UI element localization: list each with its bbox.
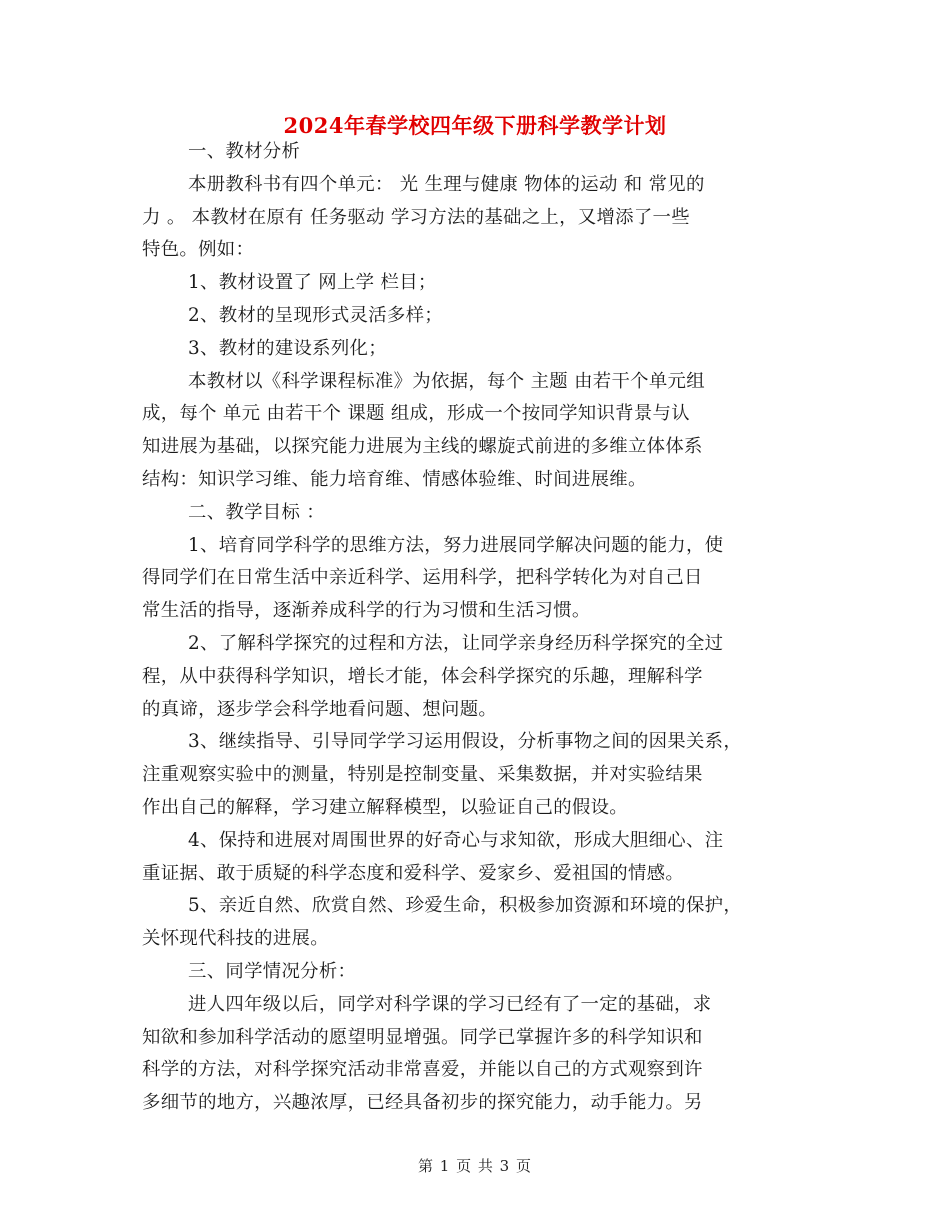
list-item: 4、保持和进展对周围世界的好奇心与求知欲，形成大胆细心、注 bbox=[188, 829, 724, 851]
list-item: 5、亲近自然、欣赏自然、珍爱生命，积极参加资源和环境的保护， bbox=[188, 895, 743, 917]
paragraph-line: 的真谛，逐步学会科学地看问题、想问题。 bbox=[142, 698, 498, 720]
paragraph-line: 进人四年级以后，同学对科学课的学习已经有了一定的基础，求 bbox=[188, 993, 712, 1015]
list-item: 1、教材设置了 网上学 栏目； bbox=[188, 272, 437, 294]
paragraph-line: 作出自己的解释，学习建立解释模型，以验证自己的假设。 bbox=[142, 796, 628, 818]
paragraph-line: 多细节的地方，兴趣浓厚，已经具备初步的探究能力，动手能力。另 bbox=[142, 1092, 703, 1114]
paragraph-line: 注重观察实验中的测量，特别是控制变量、采集数据，并对实验结果 bbox=[142, 764, 703, 786]
paragraph-line: 本册教科书有四个单元： 光 生理与健康 物体的运动 和 常见的 bbox=[188, 173, 705, 195]
paragraph-line: 结构：知识学习维、能力培育维、情感体验维、时间进展维。 bbox=[142, 468, 647, 490]
paragraph-line: 重证据、敢于质疑的科学态度和爱科学、爱家乡、爱祖国的情感。 bbox=[142, 862, 685, 884]
list-item: 3、继续指导、引导同学学习运用假设，分析事物之间的因果关系， bbox=[188, 731, 743, 753]
section-heading-2: 二、教学目标 ： bbox=[188, 501, 325, 523]
list-item: 2、教材的呈现形式灵活多样； bbox=[188, 304, 443, 326]
section-heading-3: 三、同学情况分析： bbox=[188, 960, 357, 982]
paragraph-line: 力 。 本教材在原有 任务驱动 学习方法的基础之上，又增添了一些 bbox=[142, 206, 690, 228]
paragraph-line: 特色。例如： bbox=[142, 239, 255, 261]
paragraph-line: 科学的方法，对科学探究活动非常喜爱，并能以自己的方式观察到许 bbox=[142, 1059, 703, 1081]
paragraph-line: 知进展为基础，以探究能力进展为主线的螺旋式前进的多维立体体系 bbox=[142, 436, 703, 458]
list-item: 2、了解科学探究的过程和方法，让同学亲身经历科学探究的全过 bbox=[188, 632, 724, 654]
paragraph-line: 本教材以《科学课程标准》为依据，每个 主题 由若干个单元组 bbox=[188, 370, 705, 392]
page-footer: 第 1 页 共 3 页 bbox=[418, 1157, 532, 1175]
list-item: 3、教材的建设系列化； bbox=[188, 337, 387, 359]
list-item: 1、培育同学科学的思维方法，努力进展同学解决问题的能力，使 bbox=[188, 534, 724, 556]
paragraph-line: 关怀现代科技的进展。 bbox=[142, 928, 329, 950]
document-title: 2024年春学校四年级下册科学教学计划 bbox=[283, 113, 667, 138]
section-heading-1: 一、教材分析 bbox=[188, 141, 301, 162]
document-body bbox=[142, 136, 817, 1120]
paragraph-line: 常生活的指导，逐渐养成科学的行为习惯和生活习惯。 bbox=[142, 600, 591, 622]
paragraph-line: 程，从中获得科学知识，增长才能，体会科学探究的乐趣，理解科学 bbox=[142, 665, 703, 687]
paragraph-line: 知欲和参加科学活动的愿望明显增强。同学已掌握许多的科学知识和 bbox=[142, 1026, 703, 1048]
paragraph-line: 成，每个 单元 由若干个 课题 组成，形成一个按同学知识背景与认 bbox=[142, 403, 690, 425]
paragraph-line: 得同学们在日常生活中亲近科学、运用科学，把科学转化为对自己日 bbox=[142, 567, 703, 589]
